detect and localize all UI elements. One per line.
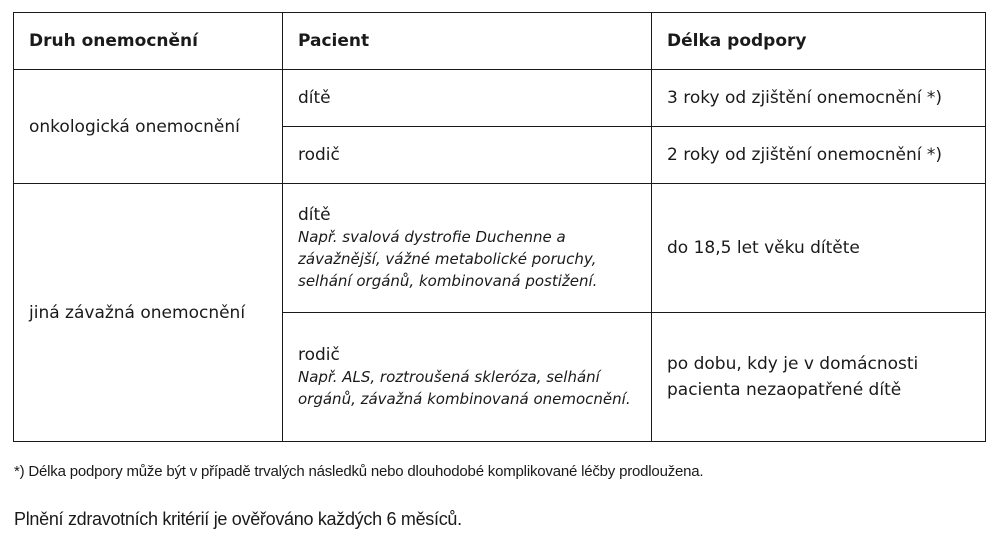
- header-disease-type: Druh onemocnění: [14, 13, 283, 70]
- example-text: Např. svalová dystrofie Duchenne a závažnější, vážné metabolické poruchy, selhání orgánů, kombinovaná postižení.: [298, 228, 598, 290]
- patient-label: dítě: [298, 88, 331, 108]
- header-support-duration: Délka podpory: [652, 13, 986, 70]
- duration-cell: 2 roky od zjištění onemocnění *): [652, 127, 986, 184]
- patient-cell: [283, 313, 652, 442]
- disease-cell: onkologická onemocnění: [14, 70, 283, 184]
- disease-cell: jiná závažná onemocnění: [14, 184, 283, 442]
- header-patient: Pacient: [283, 13, 652, 70]
- duration-cell: 3 roky od zjištění onemocnění *): [652, 70, 986, 127]
- patient-cell: [283, 184, 652, 313]
- duration-cell: po dobu, kdy je v domácnosti pacienta nezaopatřené dítě: [652, 313, 986, 442]
- table-header-row: [14, 13, 986, 70]
- patient-cell: [283, 70, 652, 127]
- patient-cell: [283, 127, 652, 184]
- patient-label: dítě: [298, 205, 331, 225]
- duration-cell: do 18,5 let věku dítěte: [652, 184, 986, 313]
- verification-note: Plnění zdravotních kritérií je ověřováno každých 6 měsíců.: [14, 509, 462, 529]
- patient-label: rodič: [298, 145, 340, 165]
- patient-label: rodič: [298, 345, 340, 365]
- table-row: [14, 184, 986, 313]
- footnote: *) Délka podpory může být v případě trvalých následků nebo dlouhodobé komplikované léčby prodloužena.: [14, 463, 704, 480]
- support-duration-table: [13, 12, 986, 442]
- example-text: Např. ALS, roztroušená skleróza, selhání orgánů, závažná kombinovaná onemocnění.: [298, 368, 631, 408]
- table-row: [14, 70, 986, 127]
